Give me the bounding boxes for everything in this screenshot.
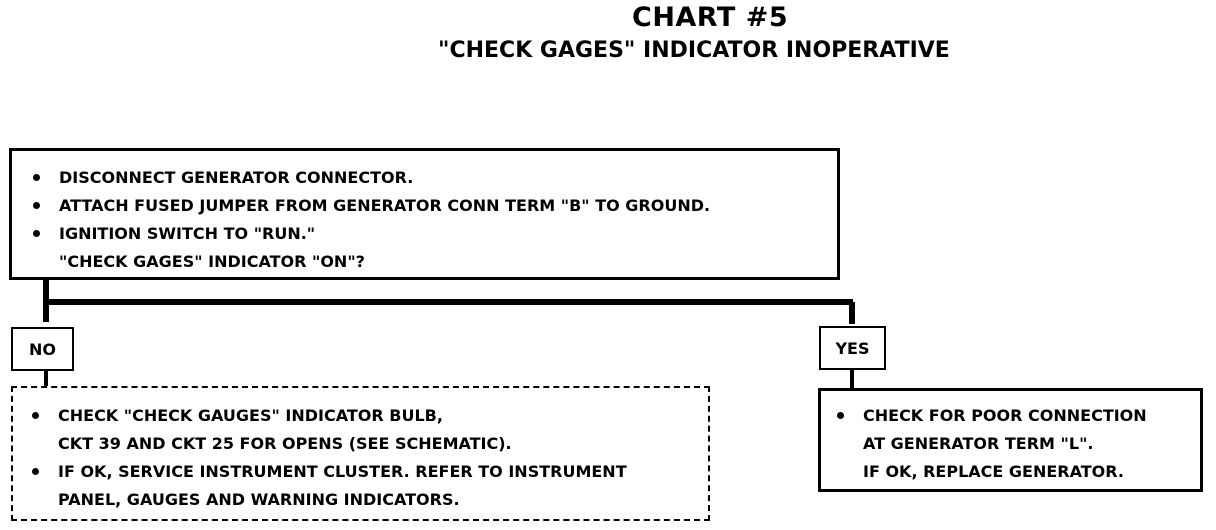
bullet-icon	[32, 412, 39, 419]
no-action-line	[58, 458, 627, 486]
yes-action-line	[863, 430, 1147, 458]
bullet-icon	[33, 230, 40, 237]
no-action-line	[58, 486, 627, 514]
page-subtitle: "CHECK GAGES" INDICATOR INOPERATIVE	[438, 38, 950, 63]
bullet-icon	[33, 202, 40, 209]
step-line-text: ATTACH FUSED JUMPER FROM GENERATOR CONN TERM "B" TO GROUND.	[59, 196, 711, 215]
page-title: CHART #5	[632, 2, 789, 33]
bullet-icon	[837, 412, 844, 419]
no-action-line-text: PANEL, GAUGES AND WARNING INDICATORS.	[58, 490, 460, 509]
bullet-icon	[33, 174, 40, 181]
step-line	[59, 248, 710, 276]
yes-label-text: YES	[835, 338, 870, 358]
bullet-icon	[32, 468, 39, 475]
yes-action-line-text: CHECK FOR POOR CONNECTION	[863, 406, 1147, 425]
step-line-text: IGNITION SWITCH TO "RUN."	[59, 224, 316, 243]
step-question-text: "CHECK GAGES" INDICATOR "ON"?	[59, 252, 365, 271]
yes-action-line	[863, 402, 1147, 430]
no-label	[11, 327, 74, 371]
step-line	[59, 220, 710, 248]
yes-action-text	[863, 402, 1147, 486]
no-action-text	[58, 402, 627, 514]
yes-action-line-text: AT GENERATOR TERM "L".	[863, 434, 1094, 453]
step-line-text: DISCONNECT GENERATOR CONNECTOR.	[59, 168, 414, 187]
no-action-line-text: CHECK "CHECK GAUGES" INDICATOR BULB,	[58, 406, 443, 425]
yes-action-box	[818, 388, 1203, 492]
yes-action-line-text: IF OK, REPLACE GENERATOR.	[863, 462, 1124, 481]
yes-label	[819, 326, 886, 370]
step-line	[59, 192, 710, 220]
step-box-disconnect	[9, 148, 840, 280]
no-action-box	[11, 386, 710, 521]
step-line	[59, 164, 710, 192]
no-action-line-text: CKT 39 AND CKT 25 FOR OPENS (SEE SCHEMATIC).	[58, 434, 512, 453]
no-label-text: NO	[29, 339, 56, 359]
no-action-line	[58, 402, 627, 430]
step-box-text	[59, 164, 710, 276]
yes-action-line	[863, 458, 1147, 486]
no-action-line-text: IF OK, SERVICE INSTRUMENT CLUSTER. REFER TO INSTRUMENT	[58, 462, 627, 481]
no-action-line	[58, 430, 627, 458]
